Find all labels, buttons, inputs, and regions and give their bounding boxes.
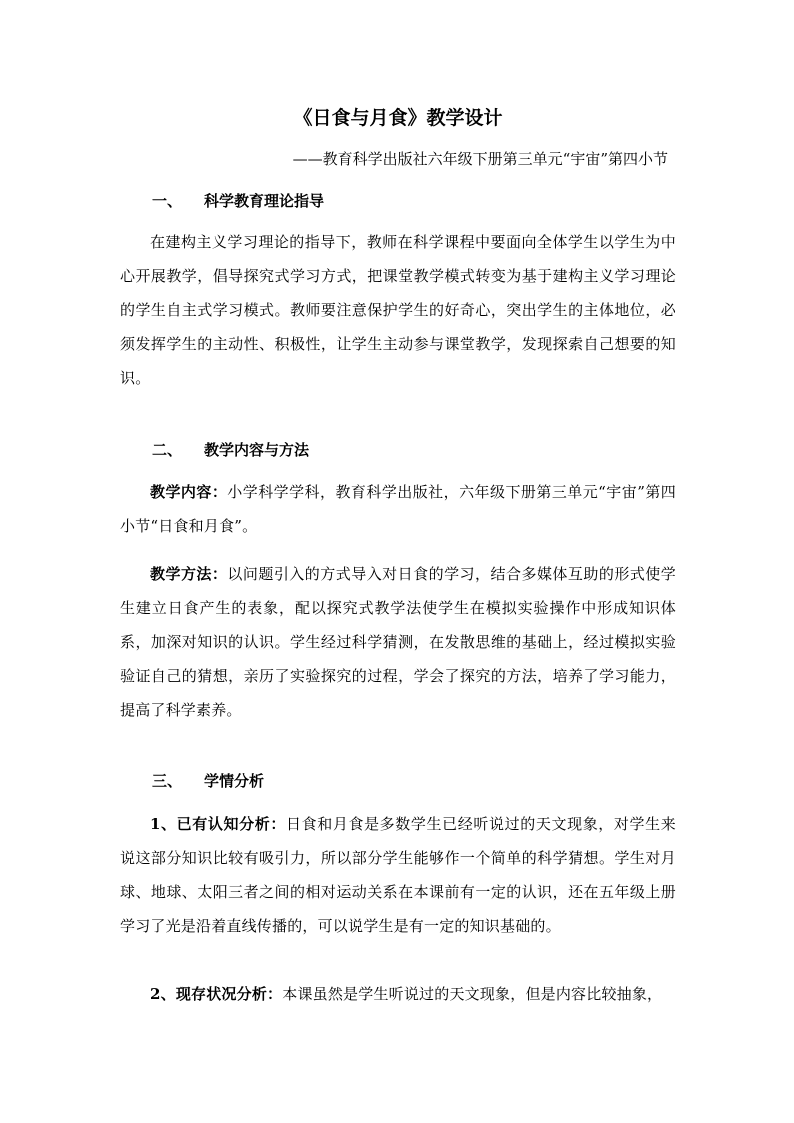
section-title: 科学教育理论指导 [204, 192, 325, 210]
paragraph-text: 以问题引入的方式导入对日食的学习，结合多媒体互助的形式使学生建立日食产生的表象，配以探究式教学法使学生在模拟实验操作中形成知识体系，加深对知识的认识。学生经过科学猜测，在发散思维的基础上，经过模拟实验验证自己的猜想，亲历了实验探究的过程，学会了探究的方法，培养了学习能力，提高了科学素养。 [120, 565, 676, 719]
document-page [120, 0, 676, 1123]
paragraph-text: 在建构主义学习理论的指导下，教师在科学课程中要面向全体学生以学生为中心开展教学，倡导探究式学习方式，把课堂教学模式转变为基于建构主义学习理论的学生自主式学习模式。教师要注意保护学生的好奇心，突出学生的主体地位，必须发挥学生的主动性、积极性，让学生主动参与课堂教学，发现探索自己想要的知识。 [120, 233, 676, 387]
section-number: 三、 [152, 772, 183, 790]
section-title: 学情分析 [204, 772, 265, 790]
paragraph-method [120, 557, 676, 727]
paragraph-prior-knowledge [120, 807, 676, 943]
paragraph-current-status [120, 977, 676, 1011]
paragraph-label: 教学方法： [150, 565, 228, 583]
document-subtitle: ——教育科学出版社六年级下册第三单元“宇宙”第四小节 [292, 150, 668, 168]
paragraph-text: 小学科学学科，教育科学出版社，六年级下册第三单元“宇宙”第四小节“日食和月食”。 [120, 483, 676, 535]
paragraph-label: 1、已有认知分析： [150, 815, 286, 833]
section-heading-3 [152, 770, 264, 792]
section-heading-2 [152, 439, 309, 461]
paragraph-content [120, 475, 676, 543]
section-title: 教学内容与方法 [204, 441, 310, 459]
section-number: 二、 [152, 441, 183, 459]
paragraph-text: 日食和月食是多数学生已经听说过的天文现象，对学生来说这部分知识比较有吸引力，所以部分学生能够作一个简单的科学猜想。学生对月球、地球、太阳三者之间的相对运动关系在本课前有一定的认识，还在五年级上册学习了光是沿着直线传播的，可以说学生是有一定的知识基础的。 [120, 815, 676, 935]
section-number: 一、 [152, 192, 183, 210]
paragraph-label: 教学内容： [150, 483, 228, 501]
paragraph-theory [120, 225, 676, 395]
paragraph-text: 本课虽然是学生听说过的天文现象，但是内容比较抽象， [282, 985, 663, 1003]
document-title: 《日食与月食》教学设计 [293, 107, 503, 129]
paragraph-label: 2、现存状况分析： [150, 985, 283, 1003]
section-heading-1 [152, 190, 324, 212]
